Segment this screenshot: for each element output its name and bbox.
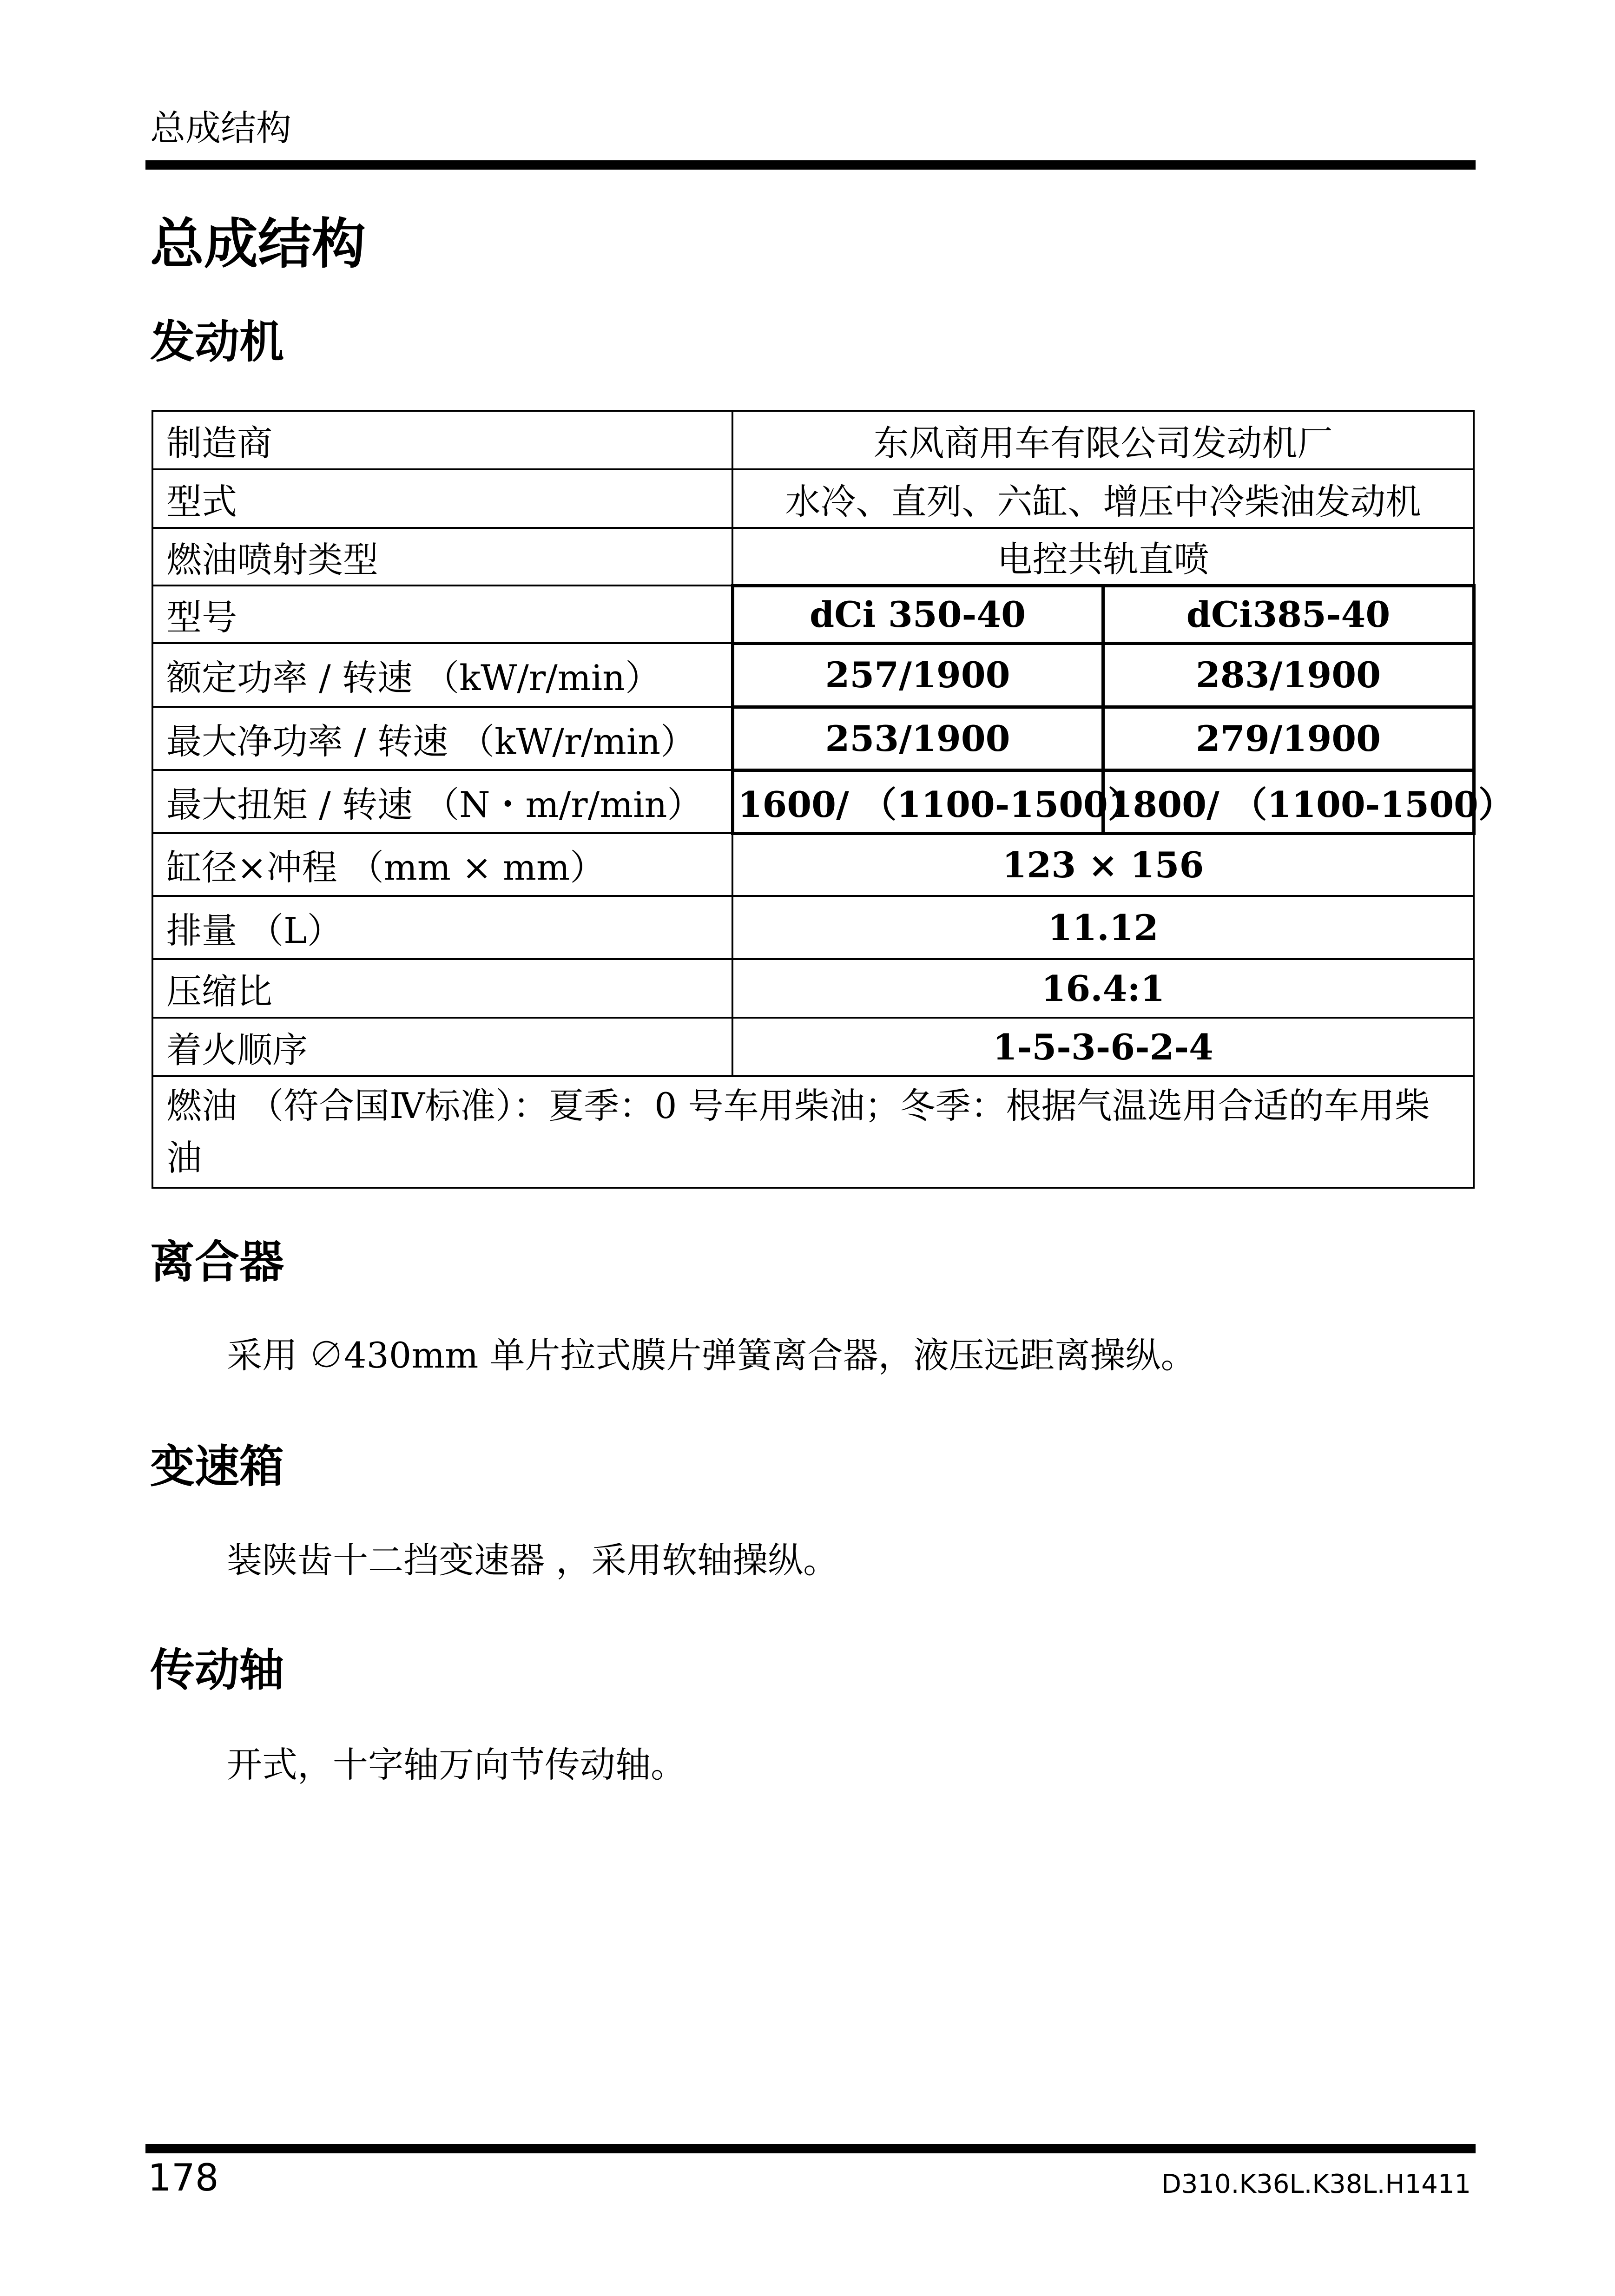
spec-value-model-1: 1600/ （1100-1500） — [732, 770, 1103, 833]
table-row — [152, 833, 1474, 896]
spec-label: 压缩比 — [152, 959, 732, 1018]
clutch-description: 采用 ∅430mm 单片拉式膜片弹簧离合器，液压远距离操纵。 — [227, 1335, 1196, 1376]
table-row — [152, 770, 1474, 833]
spec-label: 型号 — [152, 586, 732, 643]
spec-value-model-2: 283/1900 — [1103, 643, 1474, 707]
section-heading-clutch: 离合器 — [150, 1236, 284, 1288]
table-row — [152, 959, 1474, 1018]
spec-value: 16.4:1 — [732, 959, 1474, 1018]
fuel-note: 燃油 （符合国Ⅳ标准）：夏季：0 号车用柴油；冬季：根据气温选用合适的车用柴油 — [152, 1076, 1474, 1188]
spec-value-model-1: 253/1900 — [732, 707, 1103, 770]
spec-label: 额定功率 / 转速 （kW/r/min） — [152, 643, 732, 707]
page-title: 总成结构 — [150, 213, 366, 276]
spec-value: 1-5-3-6-2-4 — [732, 1018, 1474, 1076]
spec-value-model-1: 257/1900 — [732, 643, 1103, 707]
table-row — [152, 707, 1474, 770]
section-heading-gearbox: 变速箱 — [150, 1441, 284, 1493]
section-heading-engine: 发动机 — [150, 316, 284, 368]
table-row — [152, 586, 1474, 643]
spec-label: 最大扭矩 / 转速 （N・m/r/min） — [152, 770, 732, 833]
spec-value: 水冷、直列、六缸、增压中冷柴油发动机 — [732, 469, 1474, 528]
table-row — [152, 411, 1474, 469]
document-code: D310.K36L.K38L.H1411 — [1161, 2169, 1471, 2199]
section-heading-driveshaft: 传动轴 — [150, 1644, 284, 1696]
spec-label: 燃油喷射类型 — [152, 528, 732, 586]
page-number: 178 — [148, 2156, 219, 2199]
spec-value-model-2: 1800/ （1100-1500） — [1103, 770, 1474, 833]
table-row — [152, 896, 1474, 959]
spec-label: 着火顺序 — [152, 1018, 732, 1076]
spec-label: 缸径×冲程 （mm × mm） — [152, 833, 732, 896]
driveshaft-description: 开式，十字轴万向节传动轴。 — [227, 1744, 686, 1785]
spec-label: 排量 （L） — [152, 896, 732, 959]
spec-label: 最大净功率 / 转速 （kW/r/min） — [152, 707, 732, 770]
table-row — [152, 1076, 1474, 1188]
running-header: 总成结构 — [150, 107, 291, 149]
spec-value-model-2: dCi385-40 — [1103, 586, 1474, 643]
spec-value: 123 × 156 — [732, 833, 1474, 896]
gearbox-description: 装陕齿十二挡变速器 ，采用软轴操纵。 — [227, 1539, 839, 1581]
spec-value: 东风商用车有限公司发动机厂 — [732, 411, 1474, 469]
spec-value: 电控共轨直喷 — [732, 528, 1474, 586]
table-row — [152, 643, 1474, 707]
table-row — [152, 469, 1474, 528]
spec-value-model-1: dCi 350-40 — [732, 586, 1103, 643]
footer-rule — [145, 2144, 1476, 2153]
table-row — [152, 528, 1474, 586]
engine-spec-table — [152, 410, 1514, 1189]
spec-value-model-2: 279/1900 — [1103, 707, 1474, 770]
spec-label: 制造商 — [152, 411, 732, 469]
header-rule — [145, 160, 1476, 170]
table-row — [152, 1018, 1474, 1076]
spec-label: 型式 — [152, 469, 732, 528]
spec-value: 11.12 — [732, 896, 1474, 959]
